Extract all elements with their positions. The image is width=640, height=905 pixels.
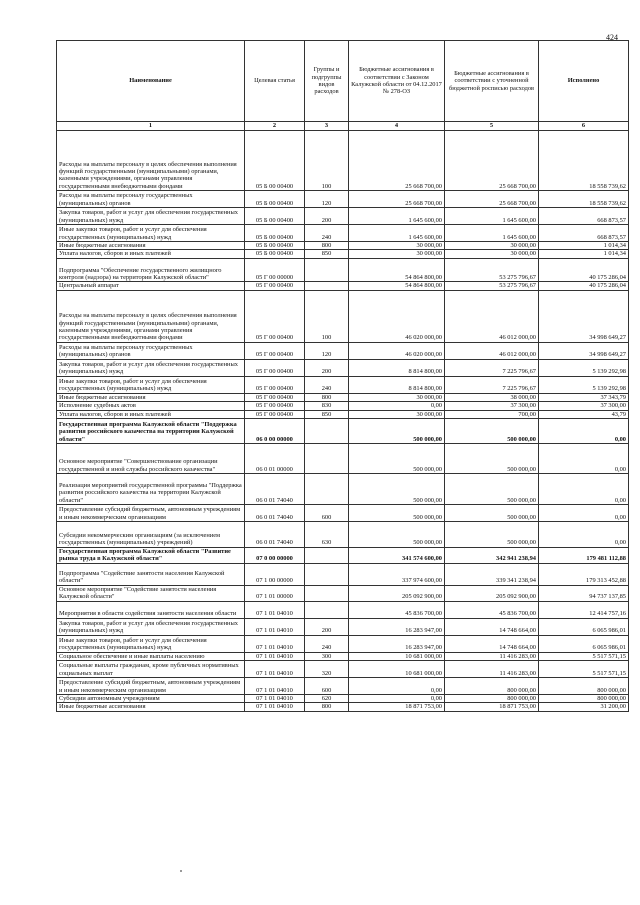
cell-refined: 11 416 283,00 bbox=[445, 660, 539, 677]
cell-law: 30 000,00 bbox=[349, 393, 445, 401]
cell-group: 630 bbox=[305, 521, 349, 547]
header-article: Целевая статья bbox=[245, 41, 305, 122]
cell-law: 205 092 900,00 bbox=[349, 585, 445, 601]
cell-group: 800 bbox=[305, 393, 349, 401]
table-row bbox=[57, 660, 629, 677]
cell-code: 05 Г 00 00400 bbox=[245, 402, 305, 410]
cell-refined: 25 668 700,00 bbox=[445, 191, 539, 208]
cell-name: Предоставление субсидий бюджетным, автономным учреждениям и иным некоммерческим организациям bbox=[57, 677, 245, 694]
cell-executed: 6 065 986,01 bbox=[539, 618, 629, 635]
cell-group: 850 bbox=[305, 410, 349, 418]
cell-group: 600 bbox=[305, 504, 349, 521]
table-row bbox=[57, 393, 629, 401]
cell-executed: 37 300,00 bbox=[539, 402, 629, 410]
header-executed: Исполнено bbox=[539, 41, 629, 122]
cell-group: 620 bbox=[305, 694, 349, 702]
cell-executed: 43,79 bbox=[539, 410, 629, 418]
cell-group bbox=[305, 443, 349, 473]
cell-executed: 668 873,57 bbox=[539, 208, 629, 225]
cell-name: Государственная программа Калужской области "Поддержка развития российского казачества на территории Калужской области" bbox=[57, 418, 245, 443]
cell-refined: 1 645 600,00 bbox=[445, 225, 539, 242]
table-row bbox=[57, 652, 629, 660]
table-row bbox=[57, 443, 629, 473]
cell-executed: 5 517 571,15 bbox=[539, 660, 629, 677]
table-row bbox=[57, 342, 629, 359]
cell-code: 07 1 01 00000 bbox=[245, 585, 305, 601]
cell-law: 30 000,00 bbox=[349, 410, 445, 418]
cell-refined: 500 000,00 bbox=[445, 473, 539, 504]
cell-refined: 339 341 238,94 bbox=[445, 563, 539, 585]
cell-law: 10 681 000,00 bbox=[349, 652, 445, 660]
cell-name: Закупка товаров, работ и услуг для обеспечения государственных (муниципальных) нужд bbox=[57, 618, 245, 635]
cell-refined: 800 000,00 bbox=[445, 694, 539, 702]
cell-name: Государственная программа Калужской области "Развитие рынка труда в Калужской области" bbox=[57, 547, 245, 563]
cell-law: 46 020 000,00 bbox=[349, 290, 445, 342]
column-number: 2 bbox=[245, 122, 305, 131]
cell-code: 07 1 01 04010 bbox=[245, 703, 305, 711]
table-row bbox=[57, 250, 629, 258]
cell-code: 07 1 01 04010 bbox=[245, 601, 305, 618]
cell-group: 830 bbox=[305, 402, 349, 410]
table-row bbox=[57, 131, 629, 191]
cell-code: 07 1 00 00000 bbox=[245, 563, 305, 585]
cell-executed: 5 139 292,98 bbox=[539, 376, 629, 393]
header-budget-law: Бюджетные ассигнования в соответствии с Законом Калужской области от 04.12.2017 № 278-ОЗ bbox=[349, 41, 445, 122]
cell-code: 07 1 01 04010 bbox=[245, 660, 305, 677]
cell-law: 30 000,00 bbox=[349, 250, 445, 258]
cell-code: 06 0 01 74040 bbox=[245, 473, 305, 504]
cell-code: 05 Г 00 00400 bbox=[245, 290, 305, 342]
cell-group bbox=[305, 563, 349, 585]
cell-executed: 179 481 112,88 bbox=[539, 547, 629, 563]
cell-law: 0,00 bbox=[349, 402, 445, 410]
page-number: 424 bbox=[606, 33, 618, 42]
cell-code: 06 0 00 00000 bbox=[245, 418, 305, 443]
cell-code: 05 Г 00 00400 bbox=[245, 282, 305, 290]
cell-law: 500 000,00 bbox=[349, 418, 445, 443]
cell-group: 240 bbox=[305, 635, 349, 652]
cell-name: Иные закупки товаров, работ и услуг для обеспечения государственных (муниципальных) нужд bbox=[57, 635, 245, 652]
cell-refined: 7 225 796,67 bbox=[445, 359, 539, 376]
cell-executed: 34 998 649,27 bbox=[539, 342, 629, 359]
cell-name: Подпрограмма "Обеспечение государственного жилищного контроля (надзора) на территории Калужской области" bbox=[57, 258, 245, 282]
cell-refined: 46 012 000,00 bbox=[445, 290, 539, 342]
table-row bbox=[57, 418, 629, 443]
cell-refined: 38 000,00 bbox=[445, 393, 539, 401]
cell-refined: 45 836 700,00 bbox=[445, 601, 539, 618]
table-row bbox=[57, 191, 629, 208]
cell-refined: 53 275 796,67 bbox=[445, 282, 539, 290]
cell-refined: 25 668 700,00 bbox=[445, 131, 539, 191]
table-row bbox=[57, 563, 629, 585]
cell-name: Иные бюджетные ассигнования bbox=[57, 703, 245, 711]
cell-code: 05 Б 00 00400 bbox=[245, 250, 305, 258]
cell-code: 06 0 01 00000 bbox=[245, 443, 305, 473]
cell-name: Расходы на выплаты персоналу в целях обеспечения выполнения функций государственными (муниципальными) органами, казенными учреждениями, органами управления государственными внебюджетными фондами bbox=[57, 131, 245, 191]
cell-group: 600 bbox=[305, 677, 349, 694]
cell-code: 05 Г 00 00400 bbox=[245, 410, 305, 418]
cell-law: 500 000,00 bbox=[349, 473, 445, 504]
cell-law: 500 000,00 bbox=[349, 504, 445, 521]
cell-refined: 500 000,00 bbox=[445, 418, 539, 443]
table-row bbox=[57, 258, 629, 282]
cell-group: 200 bbox=[305, 359, 349, 376]
cell-group: 300 bbox=[305, 652, 349, 660]
cell-executed: 40 175 286,04 bbox=[539, 282, 629, 290]
cell-law: 500 000,00 bbox=[349, 443, 445, 473]
column-number: 3 bbox=[305, 122, 349, 131]
table-row bbox=[57, 504, 629, 521]
cell-refined: 18 871 753,00 bbox=[445, 703, 539, 711]
cell-executed: 0,00 bbox=[539, 521, 629, 547]
table-row bbox=[57, 547, 629, 563]
cell-name: Иные закупки товаров, работ и услуг для обеспечения государственных (муниципальных) нужд bbox=[57, 225, 245, 242]
cell-law: 16 283 947,00 bbox=[349, 618, 445, 635]
table-row bbox=[57, 703, 629, 711]
cell-executed: 6 065 986,01 bbox=[539, 635, 629, 652]
cell-refined: 500 000,00 bbox=[445, 521, 539, 547]
cell-law: 25 668 700,00 bbox=[349, 191, 445, 208]
cell-executed: 12 414 757,16 bbox=[539, 601, 629, 618]
table-row bbox=[57, 521, 629, 547]
cell-law: 1 645 600,00 bbox=[349, 208, 445, 225]
cell-executed: 0,00 bbox=[539, 443, 629, 473]
cell-group bbox=[305, 601, 349, 618]
cell-law: 0,00 bbox=[349, 677, 445, 694]
cell-refined: 30 000,00 bbox=[445, 250, 539, 258]
table-row bbox=[57, 410, 629, 418]
cell-law: 46 020 000,00 bbox=[349, 342, 445, 359]
cell-executed: 5 517 571,15 bbox=[539, 652, 629, 660]
table-row bbox=[57, 473, 629, 504]
cell-code: 07 1 01 04010 bbox=[245, 618, 305, 635]
cell-law: 8 814 800,00 bbox=[349, 376, 445, 393]
cell-group: 100 bbox=[305, 131, 349, 191]
cell-code: 05 Г 00 00400 bbox=[245, 342, 305, 359]
cell-name: Реализация мероприятий государственной программы "Поддержка развития российского казачества на территории Калужской области" bbox=[57, 473, 245, 504]
cell-group bbox=[305, 282, 349, 290]
cell-law: 0,00 bbox=[349, 694, 445, 702]
budget-table bbox=[56, 40, 629, 712]
cell-group: 800 bbox=[305, 242, 349, 250]
cell-refined: 30 000,00 bbox=[445, 242, 539, 250]
cell-code: 05 Г 00 00400 bbox=[245, 393, 305, 401]
table-row bbox=[57, 242, 629, 250]
cell-name: Центральный аппарат bbox=[57, 282, 245, 290]
cell-code: 07 1 01 04010 bbox=[245, 635, 305, 652]
cell-name: Основное мероприятие "Совершенствование организации государственной и иной службы российского казачества" bbox=[57, 443, 245, 473]
cell-code: 05 Б 00 00400 bbox=[245, 242, 305, 250]
table-row bbox=[57, 290, 629, 342]
column-number: 1 bbox=[57, 122, 245, 131]
cell-group: 240 bbox=[305, 376, 349, 393]
cell-group: 240 bbox=[305, 225, 349, 242]
cell-name: Закупка товаров, работ и услуг для обеспечения государственных (муниципальных) нужд bbox=[57, 359, 245, 376]
cell-code: 06 0 01 74040 bbox=[245, 521, 305, 547]
cell-name: Основное мероприятие "Содействие занятости населения Калужской области" bbox=[57, 585, 245, 601]
header-budget-refined: Бюджетные ассигнования в соответствии с уточненной бюджетной росписью расходов bbox=[445, 41, 539, 122]
cell-executed: 0,00 bbox=[539, 418, 629, 443]
cell-name: Социальные выплаты гражданам, кроме публичных нормативных социальных выплат bbox=[57, 660, 245, 677]
table-row bbox=[57, 208, 629, 225]
table-row bbox=[57, 585, 629, 601]
cell-executed: 0,00 bbox=[539, 473, 629, 504]
cell-executed: 94 737 137,85 bbox=[539, 585, 629, 601]
cell-refined: 11 416 283,00 bbox=[445, 652, 539, 660]
cell-name: Мероприятия в области содействия занятости населения области bbox=[57, 601, 245, 618]
cell-executed: 18 558 739,62 bbox=[539, 191, 629, 208]
cell-law: 45 836 700,00 bbox=[349, 601, 445, 618]
cell-group: 200 bbox=[305, 208, 349, 225]
cell-code: 07 1 01 04010 bbox=[245, 652, 305, 660]
table-row bbox=[57, 618, 629, 635]
cell-refined: 342 941 238,94 bbox=[445, 547, 539, 563]
cell-executed: 34 998 649,27 bbox=[539, 290, 629, 342]
cell-group bbox=[305, 473, 349, 504]
table-row bbox=[57, 694, 629, 702]
cell-refined: 37 300,00 bbox=[445, 402, 539, 410]
table-row bbox=[57, 601, 629, 618]
column-number-row bbox=[57, 122, 629, 131]
cell-group: 200 bbox=[305, 618, 349, 635]
cell-refined: 500 000,00 bbox=[445, 443, 539, 473]
cell-name: Социальное обеспечение и иные выплаты населению bbox=[57, 652, 245, 660]
cell-name: Расходы на выплаты персоналу в целях обеспечения выполнения функций государственными (муниципальными) органами, казенными учреждениями, органами управления государственными внебюджетными фондами bbox=[57, 290, 245, 342]
cell-name: Предоставление субсидий бюджетным, автономным учреждениям и иным некоммерческим организациям bbox=[57, 504, 245, 521]
table-row bbox=[57, 225, 629, 242]
cell-code: 05 Б 00 00400 bbox=[245, 208, 305, 225]
cell-executed: 40 175 286,04 bbox=[539, 258, 629, 282]
cell-group: 120 bbox=[305, 342, 349, 359]
cell-name: Иные закупки товаров, работ и услуг для обеспечения государственных (муниципальных) нужд bbox=[57, 376, 245, 393]
cell-refined: 205 092 900,00 bbox=[445, 585, 539, 601]
cell-refined: 14 748 664,00 bbox=[445, 635, 539, 652]
cell-name: Уплата налогов, сборов и иных платежей bbox=[57, 410, 245, 418]
cell-group bbox=[305, 585, 349, 601]
cell-code: 05 Г 00 00400 bbox=[245, 376, 305, 393]
column-number: 4 bbox=[349, 122, 445, 131]
cell-name: Подпрограмма "Содействие занятости населения Калужской области" bbox=[57, 563, 245, 585]
cell-name: Расходы на выплаты персоналу государственных (муниципальных) органов bbox=[57, 191, 245, 208]
cell-refined: 7 225 796,67 bbox=[445, 376, 539, 393]
cell-law: 337 974 600,00 bbox=[349, 563, 445, 585]
cell-law: 54 864 800,00 bbox=[349, 258, 445, 282]
cell-name: Расходы на выплаты персоналу государственных (муниципальных) органов bbox=[57, 342, 245, 359]
cell-group bbox=[305, 547, 349, 563]
cell-executed: 37 343,79 bbox=[539, 393, 629, 401]
cell-group: 320 bbox=[305, 660, 349, 677]
cell-code: 07 1 01 04010 bbox=[245, 694, 305, 702]
cell-refined: 1 645 600,00 bbox=[445, 208, 539, 225]
cell-refined: 46 012 000,00 bbox=[445, 342, 539, 359]
cell-code: 06 0 01 74040 bbox=[245, 504, 305, 521]
cell-executed: 1 014,34 bbox=[539, 242, 629, 250]
cell-name: Иные бюджетные ассигнования bbox=[57, 393, 245, 401]
cell-code: 05 Б 00 00400 bbox=[245, 225, 305, 242]
column-number: 5 bbox=[445, 122, 539, 131]
cell-name: Иные бюджетные ассигнования bbox=[57, 242, 245, 250]
cell-code: 05 Г 00 00000 bbox=[245, 258, 305, 282]
cell-name: Субсидии некоммерческим организациям (за исключением государственных (муниципальных) учреждений) bbox=[57, 521, 245, 547]
cell-code: 07 0 00 00000 bbox=[245, 547, 305, 563]
cell-name: Субсидии автономным учреждениям bbox=[57, 694, 245, 702]
cell-executed: 31 200,00 bbox=[539, 703, 629, 711]
cell-law: 18 871 753,00 bbox=[349, 703, 445, 711]
table-row bbox=[57, 376, 629, 393]
cell-refined: 500 000,00 bbox=[445, 504, 539, 521]
cell-refined: 800 000,00 bbox=[445, 677, 539, 694]
cell-group bbox=[305, 418, 349, 443]
header-name: Наименование bbox=[57, 41, 245, 122]
cell-refined: 700,00 bbox=[445, 410, 539, 418]
table-row bbox=[57, 282, 629, 290]
cell-group: 100 bbox=[305, 290, 349, 342]
cell-group bbox=[305, 258, 349, 282]
cell-refined: 14 748 664,00 bbox=[445, 618, 539, 635]
cell-name: Исполнение судебных актов bbox=[57, 402, 245, 410]
cell-law: 54 864 800,00 bbox=[349, 282, 445, 290]
header-group: Группы и подгруппы видов расходов bbox=[305, 41, 349, 122]
cell-code: 05 Г 00 00400 bbox=[245, 359, 305, 376]
cell-name: Закупка товаров, работ и услуг для обеспечения государственных (муниципальных) нужд bbox=[57, 208, 245, 225]
cell-group: 850 bbox=[305, 250, 349, 258]
cell-code: 05 Б 00 00400 bbox=[245, 191, 305, 208]
table-row bbox=[57, 402, 629, 410]
cell-name: Уплата налогов, сборов и иных платежей bbox=[57, 250, 245, 258]
cell-executed: 800 000,00 bbox=[539, 694, 629, 702]
cell-law: 16 283 947,00 bbox=[349, 635, 445, 652]
cell-executed: 0,00 bbox=[539, 504, 629, 521]
scan-speck bbox=[180, 870, 182, 872]
cell-executed: 800 000,00 bbox=[539, 677, 629, 694]
cell-executed: 18 558 739,62 bbox=[539, 131, 629, 191]
cell-law: 1 645 600,00 bbox=[349, 225, 445, 242]
cell-executed: 179 313 452,88 bbox=[539, 563, 629, 585]
cell-code: 07 1 01 04010 bbox=[245, 677, 305, 694]
cell-law: 30 000,00 bbox=[349, 242, 445, 250]
cell-executed: 668 873,57 bbox=[539, 225, 629, 242]
cell-executed: 1 014,34 bbox=[539, 250, 629, 258]
column-number: 6 bbox=[539, 122, 629, 131]
header-row bbox=[57, 41, 629, 122]
cell-group: 120 bbox=[305, 191, 349, 208]
cell-law: 25 668 700,00 bbox=[349, 131, 445, 191]
cell-law: 10 681 000,00 bbox=[349, 660, 445, 677]
cell-group: 800 bbox=[305, 703, 349, 711]
table-row bbox=[57, 677, 629, 694]
cell-refined: 53 275 796,67 bbox=[445, 258, 539, 282]
table-row bbox=[57, 359, 629, 376]
table-row bbox=[57, 635, 629, 652]
cell-law: 500 000,00 bbox=[349, 521, 445, 547]
cell-executed: 5 139 292,98 bbox=[539, 359, 629, 376]
cell-law: 8 814 800,00 bbox=[349, 359, 445, 376]
cell-code: 05 Б 00 00400 bbox=[245, 131, 305, 191]
cell-law: 341 574 600,00 bbox=[349, 547, 445, 563]
